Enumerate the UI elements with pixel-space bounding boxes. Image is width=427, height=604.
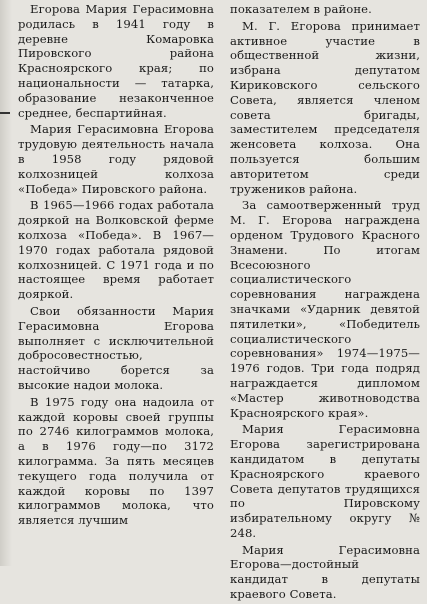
paragraph-biography: Егорова Мария Герасимовна родилась в 1941 году в деревне Комаровка Пировского района Красноярского края; по национальности — татарка, образование незаконченное среднее, беспартийная.: [18, 2, 214, 120]
fold-mark: [0, 112, 10, 114]
paragraph-conclusion: Мария Герасимовна Егорова—достойный кандидат в депутаты краевого Совета.: [230, 542, 420, 602]
paragraph-awards: За самоотверженный труд М. Г. Егорова награждена орденом Трудового Красного Знамени. По итогам Всесоюзного социалистического соревнования награждена значками «Ударник девятой пятилетки», «Победитель социалистического соревнования» 1974—1975—1976 годов. Три года подряд награждается дипломом «Мастер животноводства Красноярского края».: [230, 198, 420, 420]
paragraph-milkmaid-work: В 1965—1966 годах работала дояркой на Волковской ферме колхоза «Победа». В 1967—1970 годах работала рядовой колхозницей. С 1971 года и по настоящее время работает дояркой.: [18, 198, 214, 302]
paragraph-continuation: показателем в районе.: [230, 2, 372, 16]
paragraph-career-start: Мария Герасимовна Егорова трудовую деятельность начала в 1958 году рядовой колхозницей колхоза «Победа» Пировского района.: [18, 122, 214, 196]
right-column: [230, 2, 420, 604]
paragraph-milk-yields: В 1975 году она надоила от каждой коровы своей группы по 2746 килограммов молока, а в 1976 году—по 3172 килограмма. За пять месяцев текущего года получила от каждой коровы по 1397 килограммов молока, что является лучшим: [18, 394, 214, 528]
page-edge: [0, 0, 12, 566]
paragraph-candidacy: Мария Герасимовна Егорова зарегистрирована кандидатом в депутаты Красноярского краевого Совета депутатов трудящихся по Пировскому избирательному округу № 248.: [230, 422, 420, 540]
paragraph-public-life: М. Г. Егорова принимает активное участие в общественной жизни, избрана депутатом Кириковского сельского Совета, является членом совета бригады, заместителем председателя женсовета колхоза. Она пользуется большим авторитетом среди тружеников района.: [230, 18, 420, 196]
paragraph-duties: Свои обязанности Мария Герасимовна Егорова выполняет с исключительной добросовестностью, настойчиво борется за высокие надои молока.: [18, 303, 214, 392]
left-column: [18, 2, 214, 530]
